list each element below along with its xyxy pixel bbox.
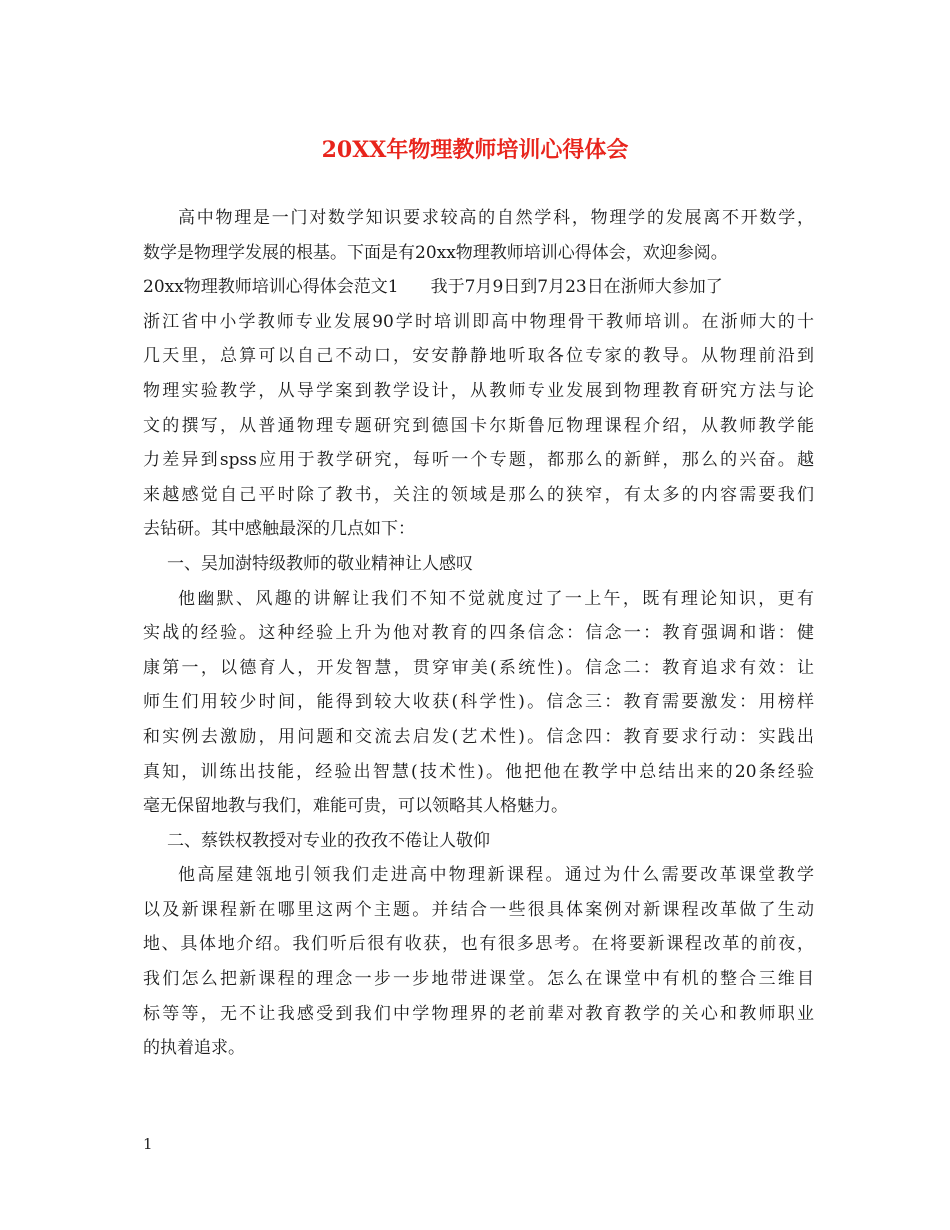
text-line: 他幽默、风趣的讲解让我们不知不觉就度过了一上午，既有理论知识，更有 [178,588,814,609]
text-line: 来越感觉自己平时除了教书，关注的领域是那么的狭窄，有太多的内容需要我们 [143,484,814,505]
subheading-sample-title: 20xx物理教师培训心得体会范文1 [143,277,399,298]
text-line: 高中物理是一门对数学知识要求较高的自然学科，物理学的发展离不开数学， [178,208,814,228]
document-title: 20XX年物理教师培训心得体会 [321,137,629,163]
text-line: 以及新课程新在哪里这两个主题。并结合一些很具体案例对新课程改革做了生动 [143,899,814,920]
text-line: 我们怎么把新课程的理念一步一步地带进课堂。怎么在课堂中有机的整合三维目 [143,969,814,990]
text-line: 毫无保留地教与我们，难能可贵，可以领略其人格魅力。 [143,796,568,817]
text-segment: 我于7月9日到7月23日在浙师大参加了 [430,277,723,298]
text-line: 浙江省中小学教师专业发展90学时培训即高中物理骨干教师培训。在浙师大的十 [143,311,814,332]
text-line: 实战的经验。这种经验上升为他对教育的四条信念：信念一：教育强调和谐：健 [143,623,814,644]
text-line: 康第一，以德育人，开发智慧，贯穿审美(系统性)。信念二：教育追求有效：让 [143,657,814,678]
text-line: 师生们用较少时间，能得到较大收获(科学性)。信念三：教育需要激发：用榜样 [143,692,814,713]
text-line: 文的撰写，从普通物理专题研究到德国卡尔斯鲁厄物理课程介绍，从教师教学能 [143,415,814,436]
text-line: 去钻研。其中感触最深的几点如下： [143,519,415,540]
section-heading-2: 二、蔡铁权教授对专业的孜孜不倦让人敬仰 [167,830,490,851]
text-line: 标等等，无不让我感受到我们中学物理界的老前辈对教育教学的关心和教师职业 [143,1003,814,1024]
text-line: 几天里，总算可以自己不动口，安安静静地听取各位专家的教导。从物理前沿到 [143,346,814,367]
text-line: 的执着追求。 [143,1038,245,1059]
page-number: 1 [143,1135,153,1153]
text-line: 真知，训练出技能，经验出智慧(技术性)。他把他在教学中总结出来的20条经验 [143,761,814,782]
text-line-composite [143,270,814,305]
text-line: 地、具体地介绍。我们听后很有收获，也有很多思考。在将要新课程改革的前夜， [143,934,814,955]
text-line: 和实例去激励，用问题和交流去启发(艺术性)。信念四：教育要求行动：实践出 [143,726,814,747]
document-body [143,201,814,1066]
text-line: 物理实验教学，从导学案到教学设计，从教师专业发展到物理教育研究方法与论 [143,380,814,401]
text-line: 他高屋建瓴地引领我们走进高中物理新课程。通过为什么需要改革课堂教学 [178,865,814,886]
text-line: 力差异到spss应用于教学研究，每听一个专题，都那么的新鲜，那么的兴奋。越 [143,450,814,471]
section-heading-1: 一、吴加澍特级教师的敬业精神让人感叹 [167,553,473,574]
text-line: 数学是物理学发展的根基。下面是有20xx物理教师培训心得体会，欢迎参阅。 [143,242,728,263]
